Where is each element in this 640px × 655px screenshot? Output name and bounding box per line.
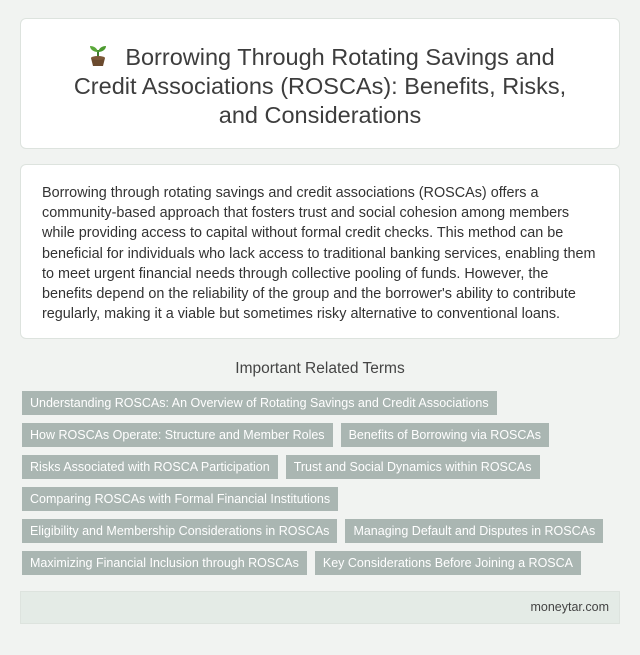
term-row <box>22 487 612 511</box>
term-row <box>22 423 612 447</box>
term-row <box>22 455 612 479</box>
sprout-icon <box>85 44 111 68</box>
related-term-tag[interactable]: Comparing ROSCAs with Formal Financial Institutions <box>22 487 338 511</box>
related-term-tag[interactable]: Key Considerations Before Joining a ROSCA <box>315 551 581 575</box>
term-row <box>22 551 612 575</box>
related-term-tag[interactable]: Eligibility and Membership Considerations in ROSCAs <box>22 519 337 543</box>
related-term-tag[interactable]: Risks Associated with ROSCA Participation <box>22 455 278 479</box>
footer-site-label: moneytar.com <box>530 600 609 614</box>
page-title-text: Borrowing Through Rotating Savings and Credit Associations (ROSCAs): Benefits, Risks, and Considerations <box>73 44 567 128</box>
footer <box>20 591 620 624</box>
description-card <box>20 164 620 339</box>
related-term-tag[interactable]: Trust and Social Dynamics within ROSCAs <box>286 455 540 479</box>
title-card <box>20 18 620 149</box>
related-term-tag[interactable]: Understanding ROSCAs: An Overview of Rotating Savings and Credit Associations <box>22 391 497 415</box>
term-row <box>22 391 612 415</box>
related-term-tag[interactable]: How ROSCAs Operate: Structure and Member Roles <box>22 423 333 447</box>
related-term-tag[interactable]: Maximizing Financial Inclusion through ROSCAs <box>22 551 307 575</box>
related-term-tag[interactable]: Benefits of Borrowing via ROSCAs <box>341 423 549 447</box>
description-text: Borrowing through rotating savings and credit associations (ROSCAs) offers a community-based approach that fosters trust and social cohesion among members while providing access to capital without formal credit checks. This method can be beneficial for individuals who lack access to traditional banking services, enabling them to meet urgent financial needs through collective pooling of funds. However, the benefits depend on the reliability of the group and the borrower's ability to contribute regularly, making it a viable but sometimes risky alternative to conventional loans. <box>42 185 596 323</box>
related-terms-list <box>22 391 612 583</box>
page-title <box>21 43 619 130</box>
term-row <box>22 519 612 543</box>
related-term-tag[interactable]: Managing Default and Disputes in ROSCAs <box>345 519 603 543</box>
related-terms-heading: Important Related Terms <box>235 360 405 377</box>
